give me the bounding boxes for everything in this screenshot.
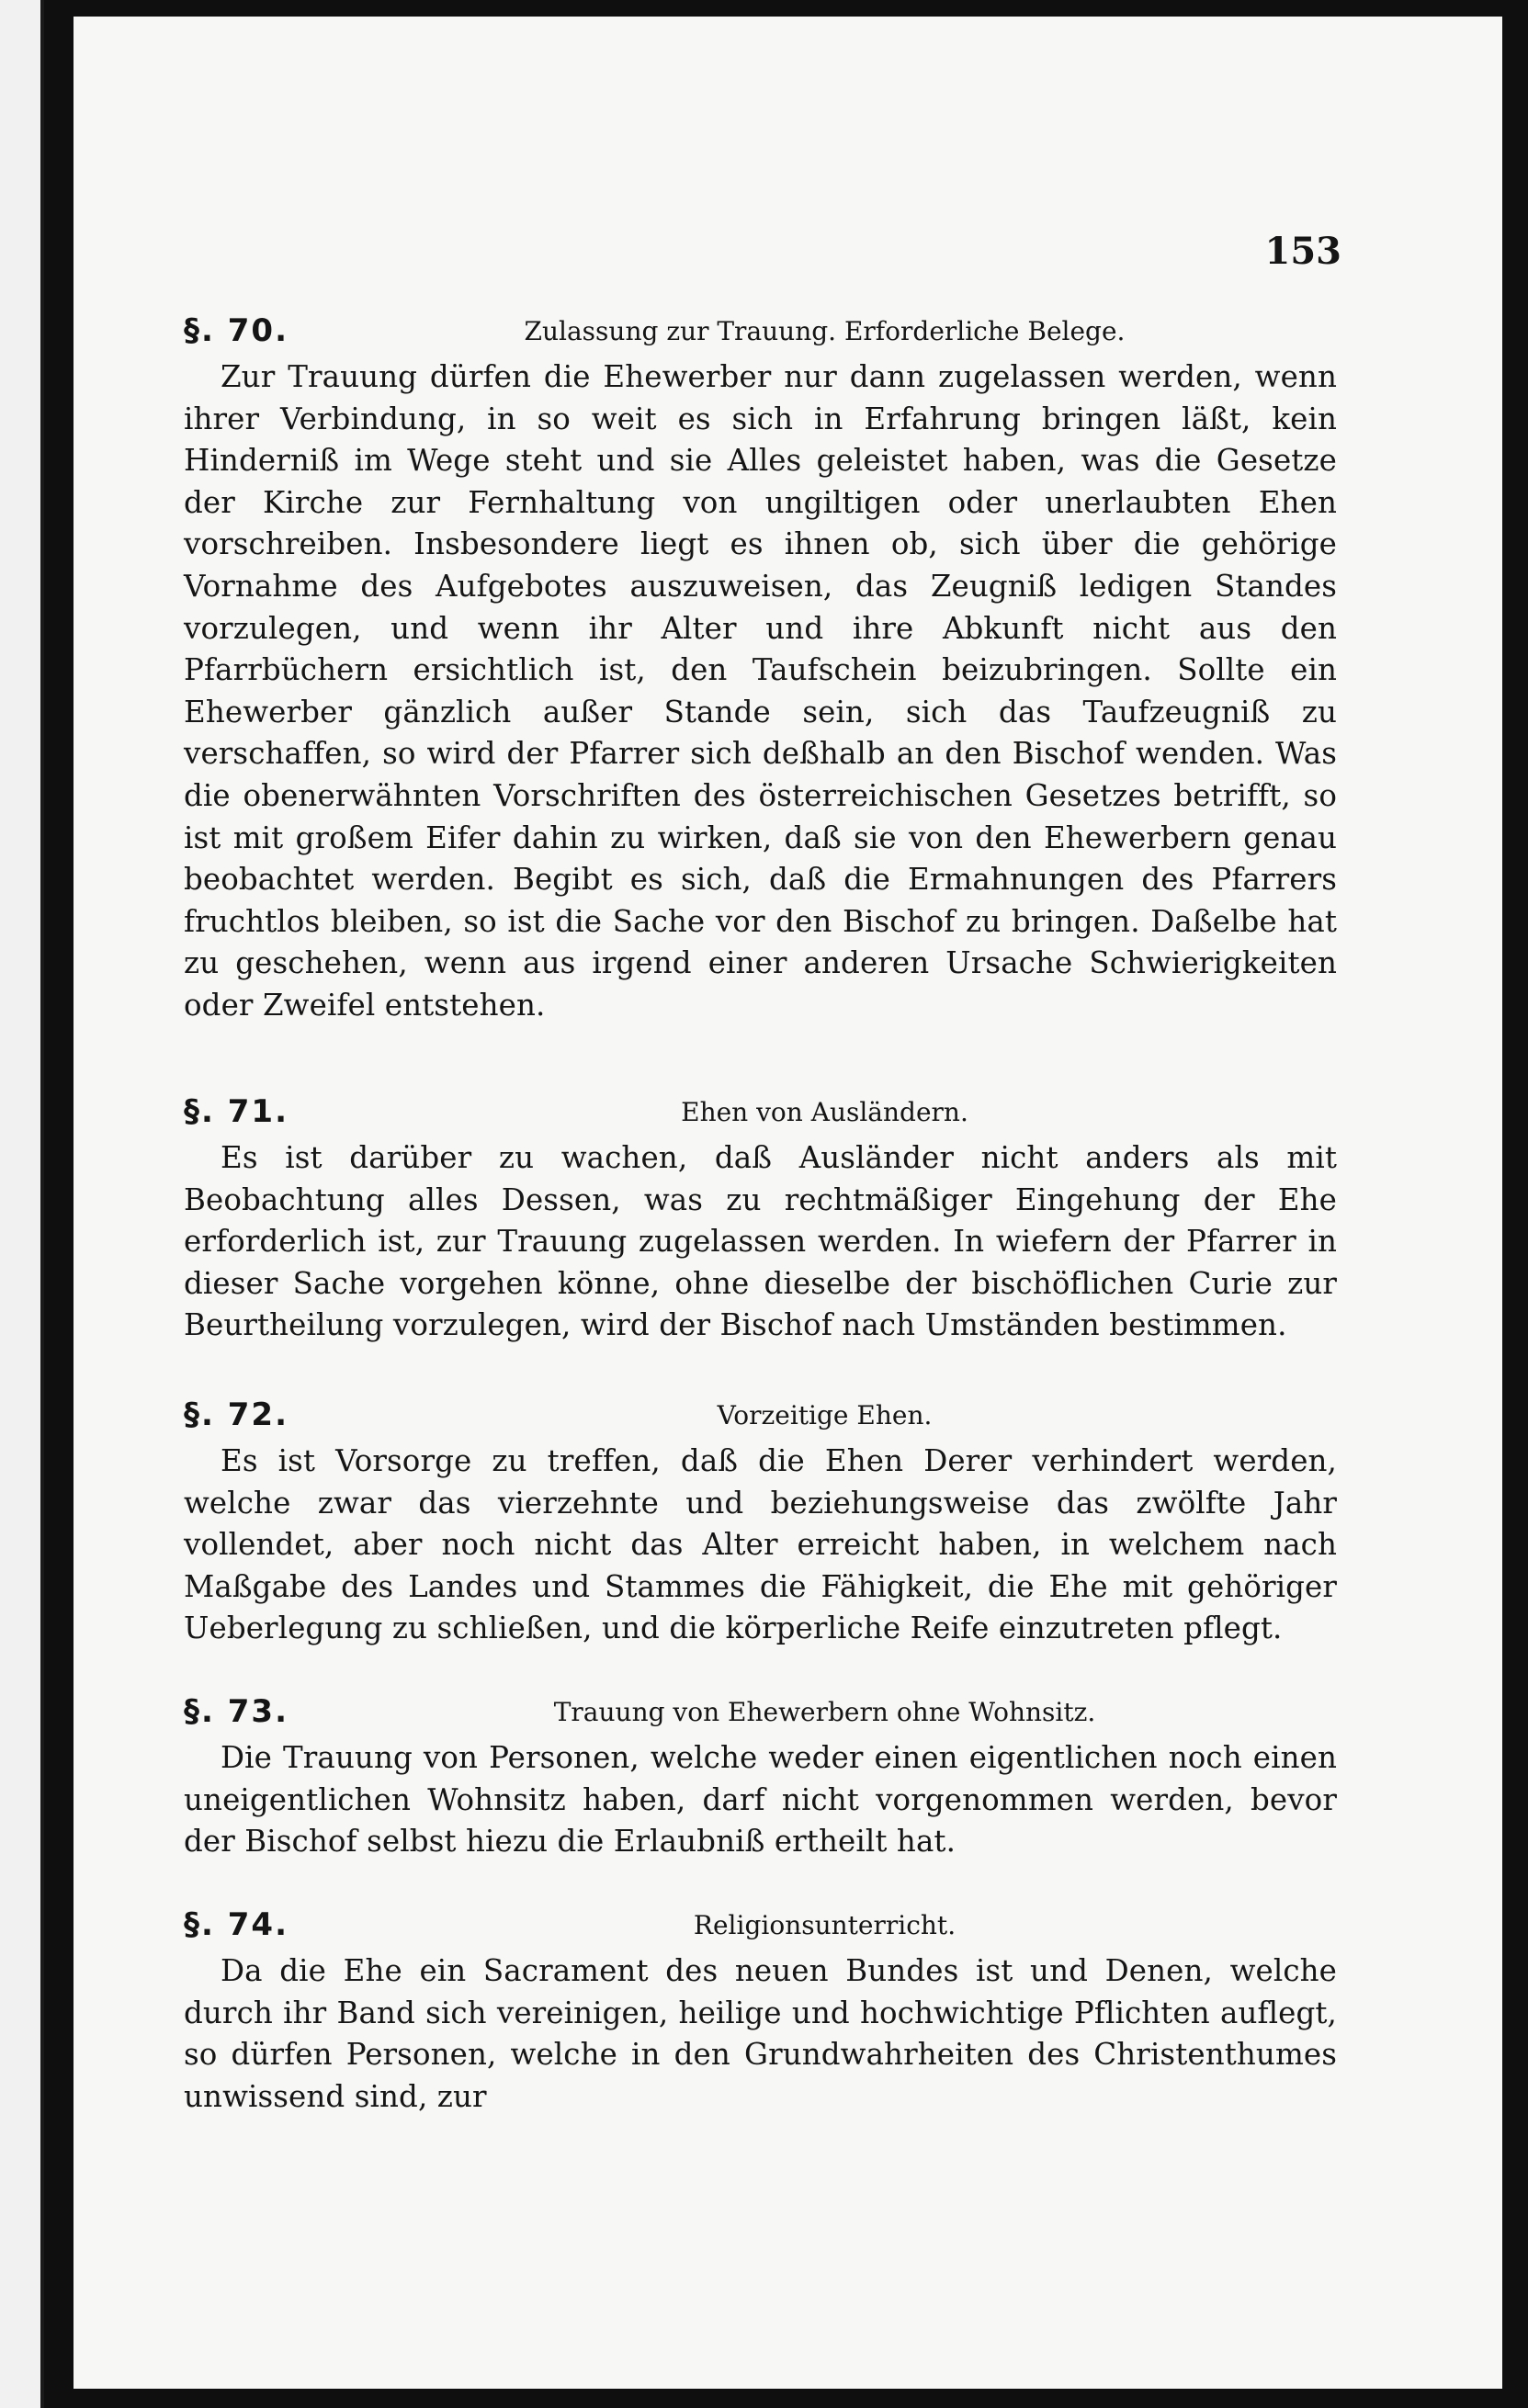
section-heading [184,1906,1337,1950]
section-72 [184,1396,1337,1650]
section-74 [184,1906,1337,2118]
section-number: §. 73. [184,1693,289,1730]
section-70 [184,312,1337,1027]
section-heading [184,1396,1337,1441]
section-71 [184,1093,1337,1347]
section-number: §. 70. [184,312,289,349]
section-heading [184,1093,1337,1137]
section-body: Es ist Vorsorge zu treffen, daß die Ehen Derer verhindert werden, welche zwar das vierzehnte und beziehungsweise das zwölfte Jahr vollendet, aber noch nicht das Alter erreicht haben, in welchem nach Maßgabe des Landes und Stammes die Fähigkeit, die Ehe mit gehöriger Ueberlegung zu schließen, und die körperliche Reife einzutreten pflegt. [184,1443,1337,1646]
section-heading [184,312,1337,356]
section-title: Religionsunterricht. [693,1910,956,1940]
section-heading [184,1693,1337,1737]
section-title: Zulassung zur Trauung. Erforderliche Belege. [524,316,1126,346]
previous-page-edge [0,0,44,2408]
page-number: 153 [1264,230,1341,273]
section-title: Trauung von Ehewerbern ohne Wohnsitz. [553,1697,1096,1727]
book-page [74,17,1502,2389]
section-body: Die Trauung von Personen, welche weder einen eigentlichen noch einen uneigentlichen Wohnsitz haben, darf nicht vorgenommen werden, bevor der Bischof selbst hiezu die Erlaubniß ertheilt hat. [184,1740,1337,1860]
section-number: §. 71. [184,1093,289,1130]
section-73 [184,1693,1337,1863]
section-title: Vorzeitige Ehen. [717,1400,933,1430]
section-number: §. 74. [184,1906,289,1943]
section-number: §. 72. [184,1396,289,1433]
section-title: Ehen von Ausländern. [681,1097,968,1127]
section-body: Da die Ehe ein Sacrament des neuen Bundes ist und Denen, welche durch ihr Band sich vereinigen, heilige und hochwichtige Pflichten auflegt, so dürfen Personen, welche in den Grundwahrheiten des Christenthumes unwissend sind, zur [184,1953,1337,2114]
section-body: Zur Trauung dürfen die Ehewerber nur dann zugelassen werden, wenn ihrer Verbindung, in so weit es sich in Erfahrung bringen läßt, kein Hinderniß im Wege steht und sie Alles geleistet haben, was die Gesetze der Kirche zur Fernhaltung von ungiltigen oder unerlaubten Ehen vorschreiben. Insbesondere liegt es ihnen ob, sich über die gehörige Vornahme des Aufgebotes auszuweisen, das Zeugniß ledigen Standes vorzulegen, und wenn ihr Alter und ihre Abkunft nicht aus den Pfarrbüchern ersichtlich ist, den Taufschein beizubringen. Sollte ein Ehewerber gänzlich außer Stande sein, sich das Taufzeugniß zu verschaffen, so wird der Pfarrer sich deßhalb an den Bischof wenden. Was die obenerwähnten Vorschriften des österreichischen Gesetzes betrifft, so ist mit großem Eifer dahin zu wirken, daß sie von den Ehewerbern genau beobachtet werden. Begibt es sich, daß die Ermahnungen des Pfarrers fruchtlos bleiben, so ist die Sache vor den Bischof zu bringen. Daßelbe hat zu geschehen, wenn aus irgend einer anderen Ursache Schwierigkeiten oder Zweifel entstehen. [184,359,1337,1023]
section-body: Es ist darüber zu wachen, daß Ausländer nicht anders als mit Beobachtung alles Dessen, was zu rechtmäßiger Eingehung der Ehe erforderlich ist, zur Trauung zugelassen werden. In wiefern der Pfarrer in dieser Sache vorgehen könne, ohne dieselbe der bischöflichen Curie zur Beurtheilung vorzulegen, wird der Bischof nach Umständen bestimmen. [184,1140,1337,1343]
